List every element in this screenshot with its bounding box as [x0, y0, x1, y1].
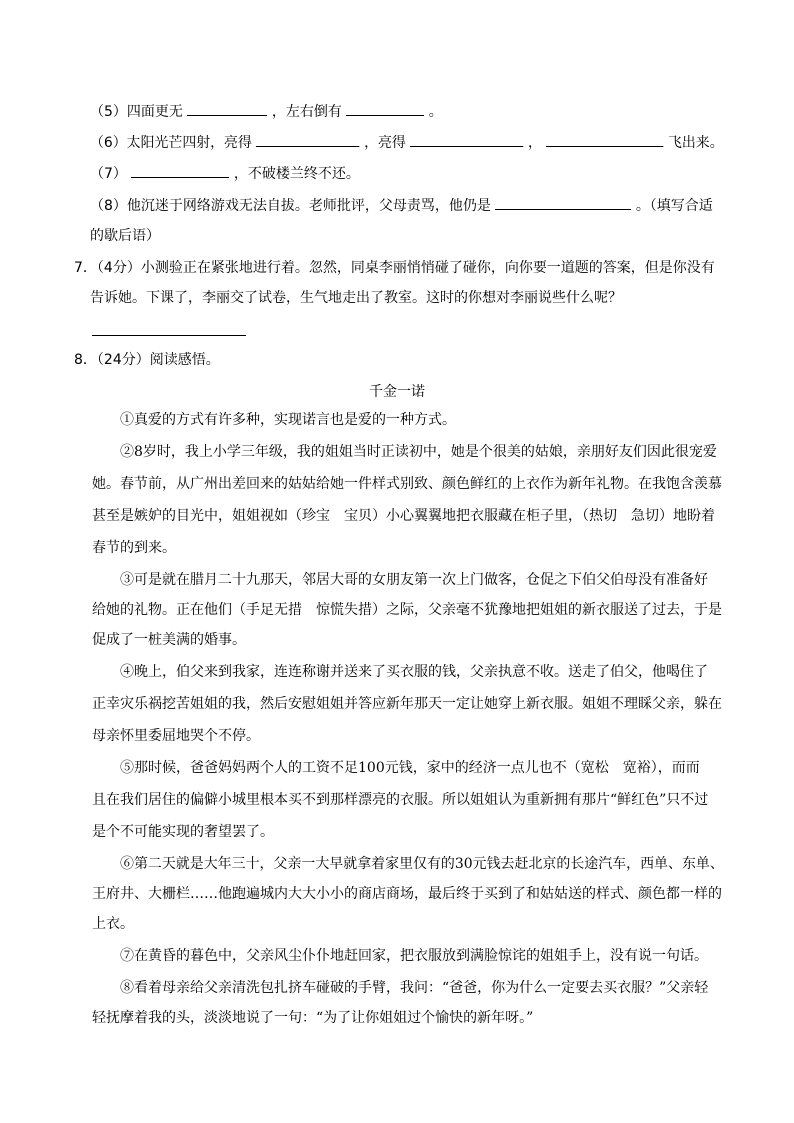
paragraph-4-line: 母亲怀里委屈地哭个不停。	[92, 728, 260, 744]
q7-answer-line[interactable]	[92, 334, 246, 336]
paragraph-2-line: ②8岁时，我上小学三年级，我的姐姐当时正读初中，她是个很美的姑娘，亲朋好友们因此很宠爱	[120, 444, 717, 460]
q6-item6-comma: ，	[527, 135, 542, 151]
q6-item6	[90, 131, 724, 151]
paragraph-5-line: 且在我们居住的偏僻小城里根本买不到那样漂亮的衣服。所以姐姐认为重新拥有那片“鲜红色”只不过	[92, 792, 709, 808]
answer-blank[interactable]	[131, 162, 229, 178]
paragraph-7-line: ⑦在黄昏的暮色中，父亲风尘仆仆地赶回家，把衣服放到满脸惊诧的姐姐手上，没有说一句话。	[120, 948, 708, 964]
q6-item5	[90, 100, 443, 120]
paragraph-4-line: ④晚上，伯父来到我家，连连称谢并送来了买衣服的钱，父亲执意不收。送走了伯父，他喝住了	[120, 664, 708, 680]
paragraph-6-line: 上衣。	[92, 916, 134, 932]
q6-item6-prefix: （6）太阳光芒四射，亮得	[90, 135, 252, 151]
paragraph-3-line: ③可是就在腊月二十九那天，邻居大哥的女朋友第一次上门做客，仓促之下伯父伯母没有准备好	[120, 572, 708, 588]
answer-blank[interactable]	[495, 194, 631, 210]
q7-line2: 告诉她。下课了，李丽交了试卷，生气地走出了教室。这时的你想对李丽说些什么呢？	[90, 290, 622, 306]
q6-item8-line1	[90, 194, 713, 214]
paragraph-4-line: 正幸灾乐祸挖苦姐姐的我，然后安慰姐姐并答应新年那天一定让她穿上新衣服。姐姐不理睬父亲，躲在	[92, 696, 722, 712]
q7-line1: 7．（4分）小测验正在紧张地进行着。忽然，同桌李丽悄悄碰了碰你，向你要一道题的答案，但是你没有	[74, 260, 715, 276]
q6-item6-suffix: 飞出来。	[667, 135, 724, 151]
paragraph-3-line: 给她的礼物。正在他们（手足无措 惊慌失措）之际，父亲毫不犹豫地把姐姐的新衣服送了过去，于是	[92, 602, 722, 618]
paragraph-1-line: ①真爱的方式有许多种，实现诺言也是爱的一种方式。	[120, 412, 456, 428]
paragraph-6-line: 王府井、大栅栏……他跑遍城内大大小小的商店商场，最后终于买到了和姑姑送的样式、颜色都一样的	[92, 886, 722, 902]
q6-item5-prefix: （5）四面更无	[90, 104, 183, 120]
paragraph-5-line: ⑤那时候，爸爸妈妈两个人的工资不足100元钱，家中的经济一点儿也不（宽松 宽裕），而而	[120, 760, 700, 776]
q6-item6-middle: ，亮得	[364, 135, 406, 151]
paragraph-8-line: ⑧看着母亲给父亲清洗包扎挤车碰破的手臂，我问：“爸爸，你为什么一定要去买衣服？”父亲轻	[120, 980, 709, 996]
paragraph-2-line: 她。春节前，从广州出差回来的姑姑给她一件样式别致、颜色鲜红的上衣作为新年礼物。在我饱含羡慕	[92, 476, 722, 492]
q6-item5-middle: ，左右倒有	[271, 104, 342, 120]
q8-heading: 8．（24分）阅读感悟。	[74, 352, 220, 368]
paragraph-2-line: 春节的到来。	[92, 540, 176, 556]
answer-blank[interactable]	[410, 131, 523, 147]
answer-blank[interactable]	[256, 131, 359, 147]
paragraph-2-line: 甚至是嫉妒的目光中，姐姐视如（珍宝 宝贝）小心翼翼地把衣服藏在柜子里，（热切 急切）地盼着	[92, 508, 715, 524]
q6-item8-suffix: 。（填写合适	[635, 198, 713, 214]
q6-item7	[90, 162, 360, 182]
q6-item7-prefix: （7）	[90, 166, 127, 182]
q6-item8-prefix: （8）他沉迷于网络游戏无法自拔。老师批评，父母责骂，他仍是	[90, 198, 491, 214]
paragraph-3-line: 促成了一桩美满的婚事。	[92, 632, 246, 648]
answer-blank[interactable]	[346, 100, 424, 116]
q6-item7-suffix: ，不破楼兰终不还。	[233, 166, 360, 182]
paragraph-6-line: ⑥第二天就是大年三十，父亲一大早就拿着家里仅有的30元钱去赶北京的长途汽车，西单、东单、	[120, 856, 724, 872]
paragraph-8-line: 轻抚摩着我的头，淡淡地说了一句：“为了让你姐姐过个愉快的新年呀。”	[92, 1010, 534, 1026]
answer-blank[interactable]	[546, 131, 663, 147]
q6-item5-suffix: 。	[428, 104, 443, 120]
paragraph-5-line: 是个不可能实现的奢望罢了。	[92, 824, 274, 840]
answer-blank[interactable]	[187, 100, 267, 116]
story-title: 千金一诺	[369, 384, 425, 400]
q6-item8-line2: 的歇后语）	[90, 228, 160, 244]
